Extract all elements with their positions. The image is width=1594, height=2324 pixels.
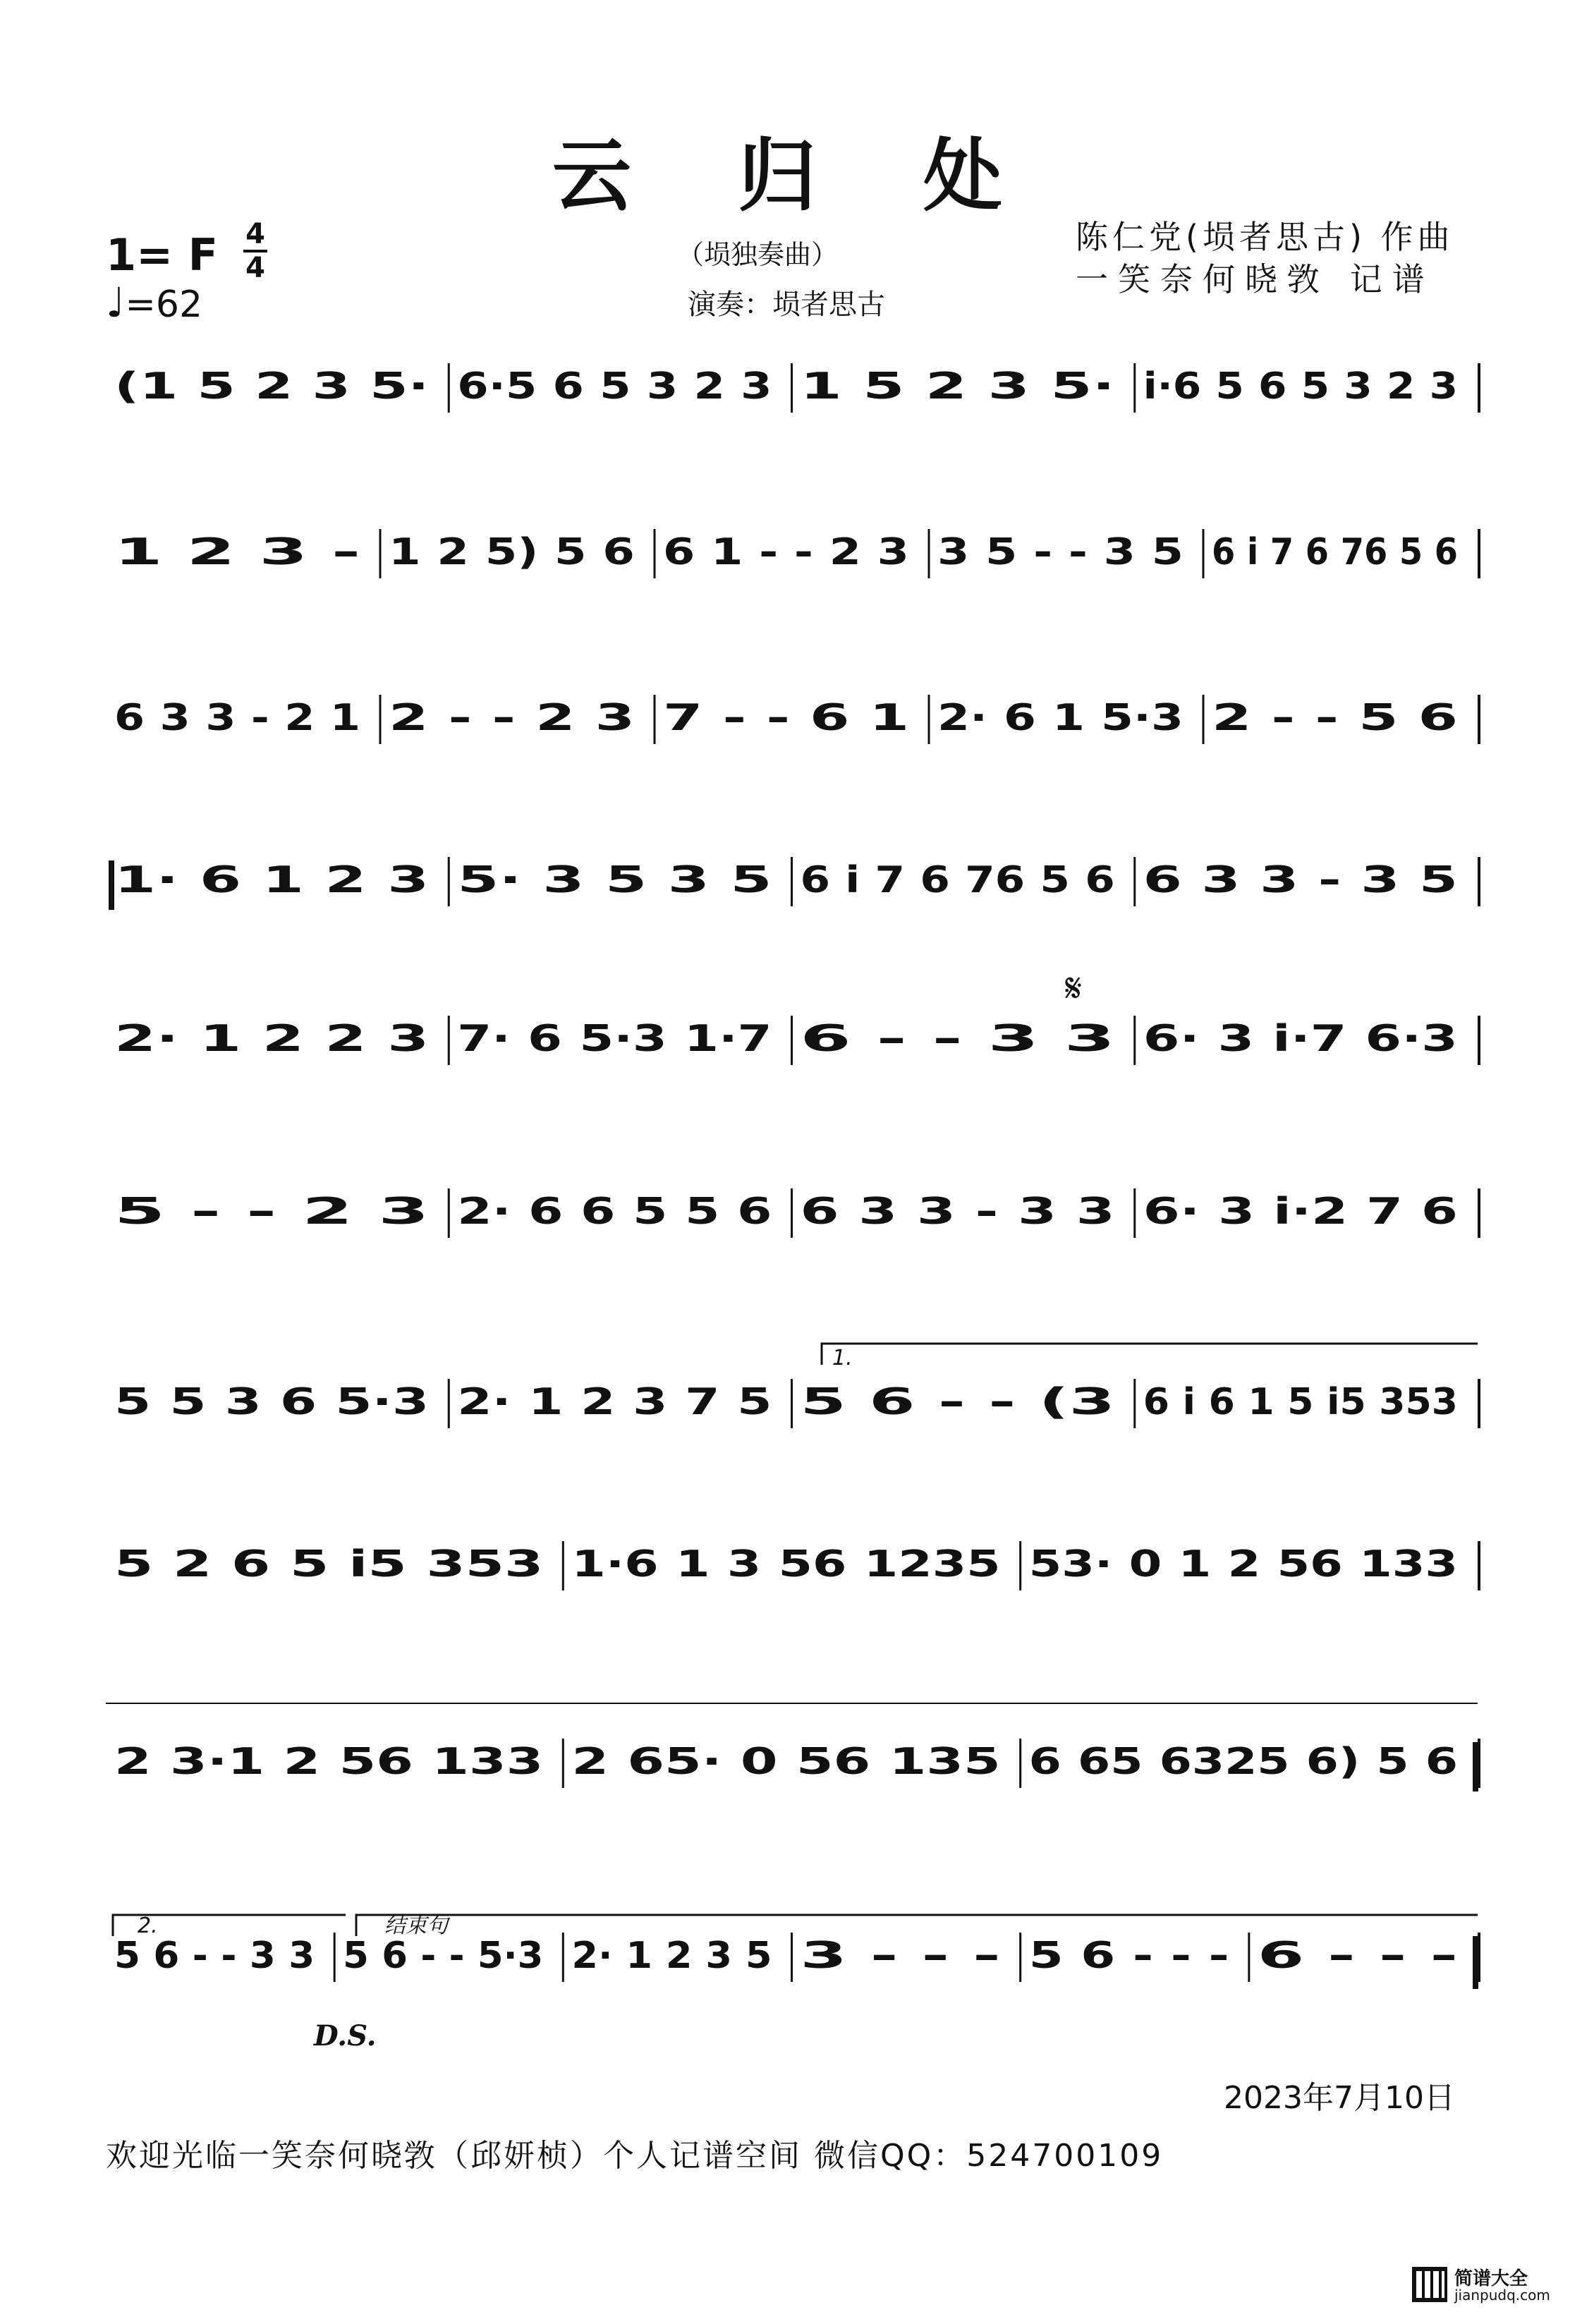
date: 2023年7月10日 <box>1224 2080 1455 2116</box>
measure-notes: 2 3·1 2 56 133 <box>114 1741 544 1783</box>
measure-notes: (1 5 2 3 5· <box>114 365 430 408</box>
measure-notes: 6 3 3 - 3 3 <box>800 1191 1115 1233</box>
measure-notes: 6 i 7 6 76 5 6 <box>1212 531 1458 573</box>
measure-notes: 2 - - 5 6 <box>1212 697 1458 739</box>
volta-2-label: 2. <box>138 1914 158 1938</box>
volta-1-label: 1. <box>832 1346 853 1370</box>
measure-notes: 7 - - 6 1 <box>663 697 909 739</box>
measure-notes: 3 5 - - 3 5 <box>937 531 1184 573</box>
measure-notes: 1 5 2 3 5· <box>800 365 1115 408</box>
subtitle: （埙独奏曲） <box>677 239 839 270</box>
measure-notes: 2· 6 1 5·3 <box>937 697 1184 739</box>
measure-notes: 6 - - - <box>1257 1935 1458 1977</box>
measure-notes: 7· 6 5·3 1·7 <box>457 1018 772 1060</box>
measure-notes: 5 6 - - (3 <box>800 1381 1115 1423</box>
key-signature: 1= F <box>106 229 219 281</box>
page-title: 云 归 处 <box>552 130 1042 222</box>
measure-notes: 2· 6 6 5 5 6 <box>457 1191 772 1233</box>
watermark <box>1411 2264 1566 2306</box>
measure-notes: 53· 0 1 2 56 133 <box>1028 1543 1458 1586</box>
measure-notes: 1·6 1 3 56 1235 <box>571 1543 1001 1586</box>
measure-notes: 6 3 3 - 3 5 <box>1143 859 1458 901</box>
measure-notes: 5 6 - - - <box>1028 1935 1229 1977</box>
measure-notes: 5 2 6 5 i5 353 <box>114 1543 544 1586</box>
volta-1-bracket <box>822 1344 1478 1365</box>
quarter-note-icon: ♩ <box>106 279 126 327</box>
ending-label: 结束句 <box>384 1914 448 1938</box>
measure-notes: 6 1 - - 2 3 <box>663 531 909 573</box>
composer: 陈仁党(埙者思古) 作曲 <box>1076 218 1454 256</box>
ending-bracket <box>356 1915 1478 1936</box>
measure-notes: 6 i 6 1 5 i5 353 <box>1143 1381 1458 1423</box>
measure-notes: 5 6 - - 5·3 <box>343 1935 544 1977</box>
measure-notes: 5 6 - - 3 3 <box>114 1935 315 1977</box>
watermark-name: 简谱大全 <box>1454 2268 1528 2289</box>
performer: 演奏：埙者思古 <box>688 288 885 321</box>
measure-notes: 1 2 3 - <box>114 531 360 573</box>
measure-notes: 6 3 3 - 2 1 <box>114 697 360 739</box>
measure-notes: 1 2 5) 5 6 <box>389 531 635 573</box>
measure-notes: 5 5 3 6 5·3 <box>114 1381 430 1423</box>
meter-top: 4 <box>245 218 265 250</box>
measure-notes: 5· 3 5 3 5 <box>457 859 772 901</box>
measure-notes: 6 i 7 6 76 5 6 <box>800 859 1115 901</box>
measure-notes: 3 - - - <box>800 1935 1001 1977</box>
footer-text: 欢迎光临一笑奈何晓敩（邱妍桢）个人记谱空间 微信QQ：524700109 <box>106 2138 1164 2174</box>
tempo-value: =62 <box>125 284 203 326</box>
measure-notes: 5 - - 2 3 <box>114 1191 430 1233</box>
piano-logo-icon <box>1411 2265 1449 2304</box>
ds-label: D.S. <box>314 2019 377 2052</box>
measure-notes: 2· 1 2 3 5 <box>571 1935 772 1977</box>
measure-notes: 6 - - 3 3 <box>800 1018 1115 1060</box>
watermark-url: jianpudq.com <box>1454 2287 1550 2304</box>
measure-notes: 6 65 6325 6) 5 6 <box>1028 1741 1458 1783</box>
measure-notes: 6· 3 i·7 6·3 <box>1143 1018 1458 1060</box>
meter-bottom: 4 <box>245 252 265 284</box>
measure-notes: 1· 6 1 2 3 <box>114 859 430 901</box>
measure-notes: 6· 3 i·2 7 6 <box>1143 1191 1458 1233</box>
measure-notes: 2 - - 2 3 <box>389 697 635 739</box>
measure-notes: 2 65· 0 56 135 <box>571 1741 1001 1783</box>
measure-notes: 2· 1 2 3 7 5 <box>457 1381 772 1423</box>
transcriber: 一笑奈何晓敩 记谱 <box>1076 260 1435 298</box>
segno-icon: 𝄋 <box>1065 966 1083 1011</box>
measure-notes: 6·5 6 5 3 2 3 <box>457 365 772 408</box>
measure-notes: 2· 1 2 2 3 <box>114 1018 430 1060</box>
measure-notes: i·6 5 6 5 3 2 3 <box>1143 365 1458 408</box>
